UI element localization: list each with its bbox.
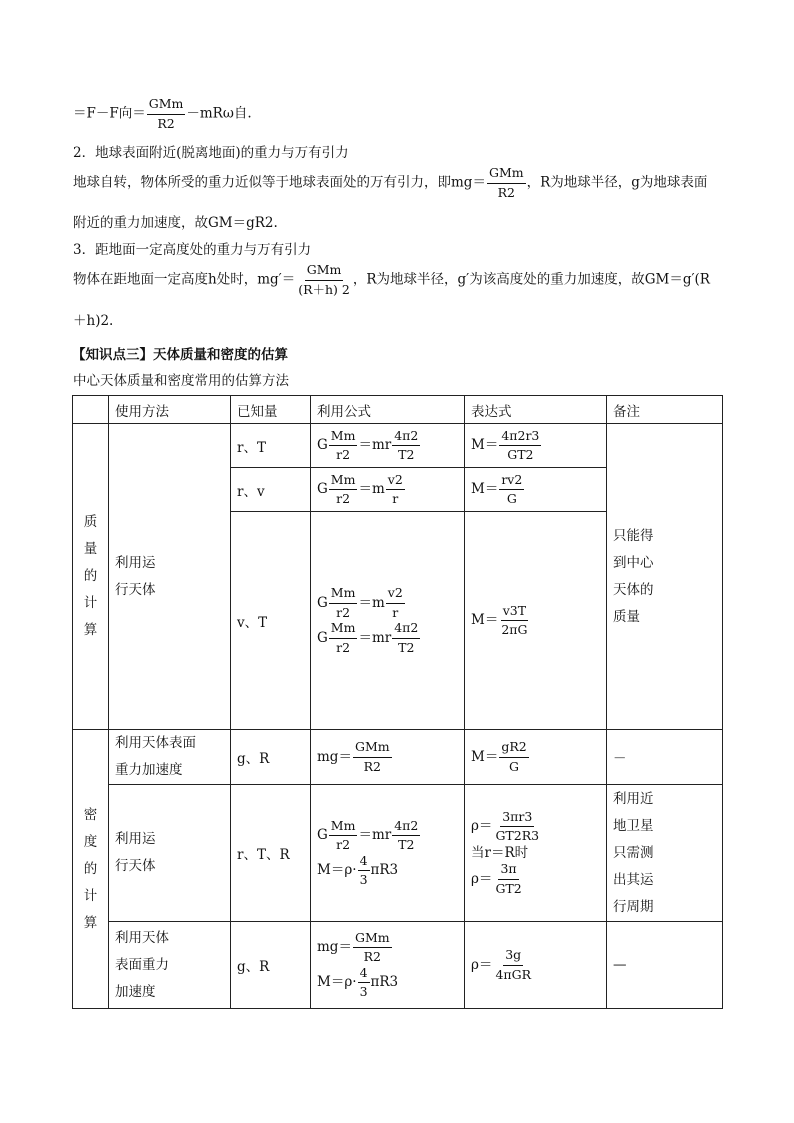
formula-cell: mg＝ $\frac{\text{GMm}}{R2}$: [311, 730, 465, 785]
text: ＝F－F向＝: [73, 105, 146, 122]
section-2-body-2: 附近的重力加速度，故GM＝gR2.: [73, 215, 278, 231]
method-cell: 利用天体表面 重力加速度: [109, 730, 231, 785]
header-formula: 利用公式: [311, 396, 465, 424]
formula-cell: G $\frac{Mm}{r2}$ ＝mr $\frac{4\pi 2}{T2}$ M＝ρ· $\frac{4}{3}$ πR3: [311, 785, 465, 922]
known-cell: v、T: [231, 512, 311, 730]
knowledge-point-3-title: 【知识点三】天体质量和密度的估算: [72, 347, 288, 363]
expression-cell: M＝ $\frac{gR2}{G}$: [465, 730, 607, 785]
note-cell: －: [607, 730, 723, 785]
fraction: $\frac{\text{GMm}}{R2}$: [488, 165, 524, 200]
note-cell: —: [607, 922, 723, 1009]
text: －mRω自.: [186, 105, 252, 122]
estimation-table: [72, 395, 723, 1009]
table-header-row: [73, 396, 723, 424]
mass-calc-label: 质 量 的 计 算: [73, 424, 109, 730]
section-3-title: 3．距地面一定高度处的重力与万有引力: [73, 242, 312, 258]
table-row: [73, 730, 723, 785]
formula-cell: G $\frac{Mm}{r2}$ ＝m $\frac{v2}{r}$ G $\frac{Mm}{r2}$ ＝mr $\frac{4\pi 2}{T2}$: [311, 512, 465, 730]
header-note: 备注: [607, 396, 723, 424]
fraction: $\frac{\text{GMm}}{R2}$: [148, 96, 184, 131]
known-cell: r、v: [231, 468, 311, 512]
header-empty: [73, 396, 109, 424]
table-row: [73, 785, 723, 922]
known-cell: r、T、R: [231, 785, 311, 922]
table-row: [73, 424, 723, 468]
mass-note-cell: 只能得 到中心 天体的 质量: [607, 424, 723, 730]
expression-cell: M＝ $\frac{4\pi 2r3}{GT2}$: [465, 424, 607, 468]
method-cell: 利用运 行天体: [109, 785, 231, 922]
mass-method-cell: 利用运 行天体: [109, 424, 231, 730]
expression-cell: ρ＝ $\frac{3g}{\text{4πGR}}$: [465, 922, 607, 1009]
formula-cell: G $\frac{Mm}{r2}$ ＝mr $\frac{4\pi 2}{T2}$: [311, 424, 465, 468]
formula-cell: G $\frac{Mm}{r2}$ ＝m $\frac{v2}{r}$: [311, 468, 465, 512]
section-3-body-1: 物体在距地面一定高度h处时，mg′＝ $\frac{\text{GMm}}{(R+h) 2}$ ，R为地球半径，g′为该高度处的重力加速度，故GM＝g′(R: [73, 262, 710, 297]
header-method: 使用方法: [109, 396, 231, 424]
header-known: 已知量: [231, 396, 311, 424]
section-3-body-2: ＋h)2.: [73, 313, 114, 329]
known-cell: r、T: [231, 424, 311, 468]
known-cell: g、R: [231, 922, 311, 1009]
table-row: [73, 922, 723, 1009]
expression-cell: M＝ $\frac{v3T}{2\pi G}$: [465, 512, 607, 730]
knowledge-point-3-subtitle: 中心天体质量和密度常用的估算方法: [73, 373, 289, 389]
method-cell: 利用天体 表面重力 加速度: [109, 922, 231, 1009]
expression-cell: ρ＝ $\frac{3\pi r3}{GT2R3}$ 当r＝R时 ρ＝ $\frac{3\pi}{GT2}$: [465, 785, 607, 922]
formula-cell: mg＝ $\frac{\text{GMm}}{R2}$ M＝ρ· $\frac{4}{3}$ πR3: [311, 922, 465, 1009]
formula-line-1: [73, 98, 252, 130]
density-calc-label: 密 度 的 计 算: [73, 730, 109, 1009]
section-2-title: 2．地球表面附近(脱离地面)的重力与万有引力: [73, 145, 349, 161]
fraction: $\frac{\text{GMm}}{(R+h) 2}$: [298, 262, 350, 297]
known-cell: g、R: [231, 730, 311, 785]
header-expression: 表达式: [465, 396, 607, 424]
note-cell: 利用近 地卫星 只需测 出其运 行周期: [607, 785, 723, 922]
expression-cell: M＝ $\frac{rv2}{G}$: [465, 468, 607, 512]
section-2-body-1: 地球自转，物体所受的重力近似等于地球表面处的万有引力，即mg＝ $\frac{\text{GMm}}{R2}$ ，R为地球半径，g为地球表面: [73, 165, 708, 200]
